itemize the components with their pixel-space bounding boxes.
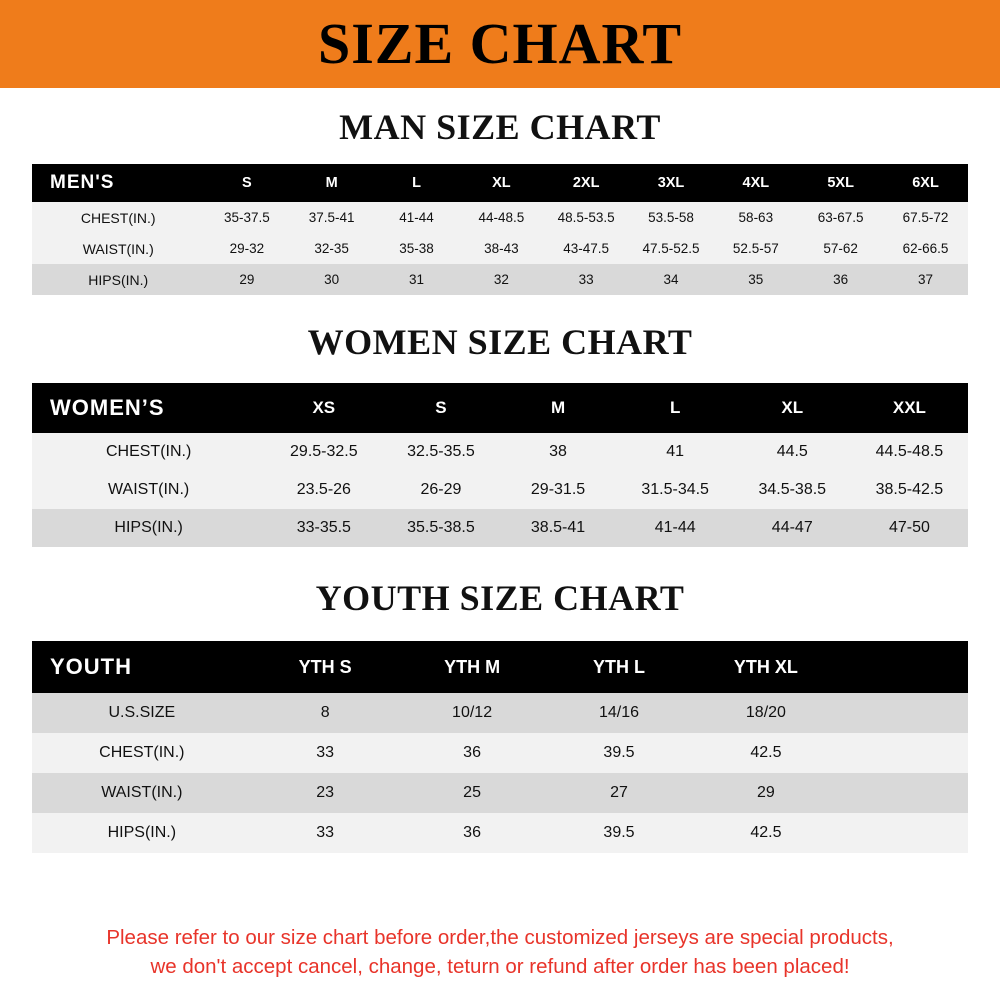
cell-spacer	[839, 773, 968, 813]
footer-note-line-1: Please refer to our size chart before order,the customized jerseys are special products,	[106, 925, 894, 949]
table-row	[32, 693, 968, 733]
cell: 38	[549, 443, 567, 460]
cell: 48.5-53.5	[557, 210, 615, 225]
row-label: WAIST(IN.)	[108, 481, 190, 498]
cell: 42.5	[750, 824, 782, 841]
cell: 33	[316, 744, 335, 761]
page-title: SIZE CHART	[317, 11, 683, 76]
column-header: XL	[492, 175, 511, 191]
size-table-man	[32, 164, 968, 295]
cell: 41	[666, 443, 685, 460]
table-row	[32, 202, 968, 233]
cell: 23.5-26	[296, 481, 351, 498]
cell: 44.5	[776, 443, 808, 460]
cell: 29	[239, 272, 255, 287]
table-row	[32, 509, 968, 547]
table-row	[32, 233, 968, 264]
page-banner	[0, 0, 1000, 88]
section-heading-man: MAN SIZE CHART	[339, 107, 661, 147]
table-wrap-women	[0, 383, 1000, 547]
row-label: CHEST(IN.)	[80, 209, 156, 226]
size-table-women	[32, 383, 968, 547]
cell: 36	[463, 744, 481, 761]
column-header: M	[550, 398, 566, 417]
cell: 33	[316, 824, 335, 841]
row-label: HIPS(IN.)	[107, 824, 177, 841]
table-head-women	[32, 383, 968, 433]
row-label: WAIST(IN.)	[82, 240, 154, 257]
cell: 31	[408, 272, 425, 287]
cell-spacer	[839, 733, 968, 773]
row-label: WAIST(IN.)	[101, 784, 183, 801]
cell: 67.5-72	[902, 210, 949, 225]
row-label: CHEST(IN.)	[105, 443, 192, 460]
cell: 31.5-34.5	[641, 481, 709, 498]
cell: 57-62	[823, 241, 858, 256]
cell: 18/20	[745, 704, 786, 721]
cell: 44-47	[771, 519, 813, 536]
cell: 36	[463, 824, 481, 841]
column-header: M	[325, 175, 338, 191]
table-header-row	[32, 641, 968, 693]
table-row	[32, 264, 968, 295]
column-header: 2XL	[572, 175, 600, 191]
column-header-spacer	[839, 641, 968, 693]
section-heading-youth: YOUTH SIZE CHART	[315, 578, 685, 618]
table-row	[32, 813, 968, 853]
cell: 8	[320, 704, 330, 721]
cell: 52.5-57	[732, 241, 779, 256]
column-header: S	[435, 398, 447, 417]
cell: 37	[918, 272, 934, 287]
column-header: 5XL	[827, 175, 854, 191]
column-header: S	[242, 175, 252, 191]
table-corner-label: WOMEN’S	[50, 395, 165, 420]
cell-spacer	[839, 693, 968, 733]
cell: 47.5-52.5	[642, 241, 700, 256]
table-row	[32, 433, 968, 471]
section-heading-women: WOMEN SIZE CHART	[307, 322, 693, 362]
row-label: HIPS(IN.)	[88, 271, 149, 288]
cell: 32-35	[314, 241, 349, 256]
column-header: YTH L	[592, 656, 645, 677]
table-wrap-youth	[0, 641, 1000, 853]
table-header-row	[32, 164, 968, 202]
table-wrap-man	[0, 164, 1000, 295]
cell: 53.5-58	[648, 210, 694, 225]
column-header: 6XL	[912, 175, 939, 191]
table-header-row	[32, 383, 968, 433]
table-row	[32, 471, 968, 509]
column-header: YTH S	[298, 656, 352, 677]
cell: 38.5-41	[530, 519, 586, 536]
cell: 10/12	[452, 704, 493, 721]
cell: 37.5-41	[308, 210, 355, 225]
cell: 39.5	[603, 744, 635, 761]
cell: 62-66.5	[902, 241, 949, 256]
table-row	[32, 773, 968, 813]
cell: 44-48.5	[478, 210, 525, 225]
column-header: YTH M	[444, 656, 501, 677]
cell: 44.5-48.5	[875, 443, 944, 460]
table-head-youth	[32, 641, 968, 693]
cell: 35	[748, 272, 764, 287]
column-header: 3XL	[657, 175, 685, 191]
cell: 32.5-35.5	[407, 443, 475, 460]
cell: 26-29	[420, 481, 462, 498]
table-corner-label: YOUTH	[50, 654, 132, 679]
row-label: CHEST(IN.)	[99, 744, 185, 761]
cell: 47-50	[888, 519, 930, 536]
cell: 30	[324, 272, 340, 287]
footer-note	[0, 909, 1000, 1000]
table-body-man	[32, 202, 968, 295]
column-header: XL	[781, 398, 804, 417]
column-header: 4XL	[742, 175, 770, 191]
cell: 29-32	[229, 241, 265, 256]
size-table-youth	[32, 641, 968, 853]
cell: 23	[316, 784, 335, 801]
section-youth	[0, 547, 1000, 853]
cell: 41-44	[654, 519, 696, 536]
cell: 36	[833, 272, 849, 287]
cell: 27	[610, 784, 628, 801]
cell: 43-47.5	[563, 241, 610, 256]
table-head-man	[32, 164, 968, 202]
cell: 58-63	[738, 210, 774, 225]
cell: 29	[757, 784, 775, 801]
row-label: U.S.SIZE	[108, 704, 176, 721]
cell: 38.5-42.5	[875, 481, 944, 498]
cell: 33-35.5	[296, 519, 351, 536]
cell: 38-43	[484, 241, 519, 256]
cell: 35.5-38.5	[407, 519, 475, 536]
cell: 34.5-38.5	[758, 481, 827, 498]
cell-spacer	[839, 813, 968, 853]
column-header: XXL	[892, 398, 926, 417]
table-body-women	[32, 433, 968, 547]
row-label: HIPS(IN.)	[114, 519, 183, 536]
cell: 42.5	[750, 744, 782, 761]
cell: 25	[463, 784, 481, 801]
cell: 32	[493, 272, 509, 287]
cell: 39.5	[603, 824, 635, 841]
section-man	[0, 88, 1000, 295]
footer-note-line-2: we don't accept cancel, change, teturn or refund after order has been placed!	[150, 955, 850, 979]
cell: 29.5-32.5	[290, 443, 358, 460]
column-header: YTH XL	[733, 656, 798, 677]
cell: 33	[578, 272, 594, 287]
cell: 63-67.5	[817, 210, 864, 225]
table-corner-label: MEN'S	[50, 172, 115, 193]
column-header: L	[669, 398, 681, 417]
table-row	[32, 733, 968, 773]
cell: 29-31.5	[530, 481, 586, 498]
cell: 34	[663, 272, 679, 287]
table-body-youth	[32, 693, 968, 853]
cell: 35-37.5	[223, 210, 270, 225]
column-header: XS	[312, 398, 336, 417]
cell: 41-44	[399, 210, 434, 225]
column-header: L	[412, 175, 421, 191]
cell: 14/16	[598, 704, 640, 721]
section-women	[0, 295, 1000, 547]
cell: 35-38	[399, 241, 434, 256]
